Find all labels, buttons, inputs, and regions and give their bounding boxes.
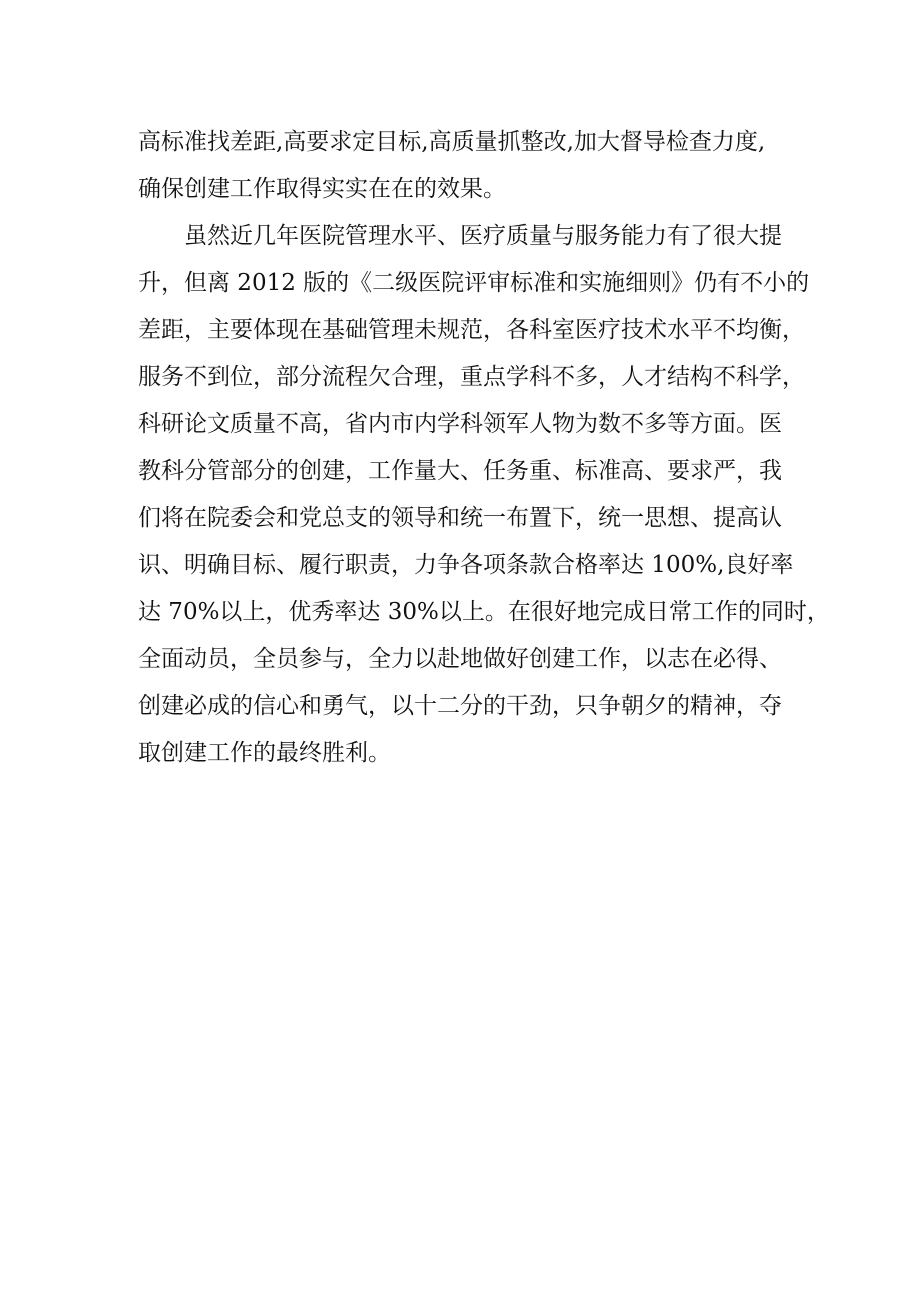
paragraph-2-line-9: 达 70%以上，优秀率达 30%以上。在很好地完成日常工作的同时， bbox=[138, 599, 830, 625]
paragraph-2-line-6: 教科分管部分的创建，工作量大、任务重、标准高、要求严，我 bbox=[138, 458, 782, 484]
paragraph-2-line-8: 识、明确目标、履行职责，力争各项条款合格率达 100%,良好率 bbox=[138, 552, 794, 578]
paragraph-2-line-12: 取创建工作的最终胜利。 bbox=[138, 740, 391, 766]
paragraph-2-line-3: 差距，主要体现在基础管理未规范，各科室医疗技术水平不均衡， bbox=[138, 317, 805, 343]
paragraph-2-line-10: 全面动员，全员参与，全力以赴地做好创建工作，以志在必得、 bbox=[138, 646, 782, 672]
paragraph-1-line-2: 确保创建工作取得实实在在的效果。 bbox=[138, 176, 506, 202]
paragraph-2-line-11: 创建必成的信心和勇气，以十二分的干劲，只争朝夕的精神，夺 bbox=[138, 693, 782, 719]
paragraph-2-line-4: 服务不到位，部分流程欠合理，重点学科不多，人才结构不科学， bbox=[138, 364, 805, 390]
paragraph-2-line-1: 虽然近几年医院管理水平、医疗质量与服务能力有了很大提 bbox=[184, 223, 782, 249]
paragraph-2-line-2: 升，但离 2012 版的《二级医院评审标准和实施细则》仍有不小的 bbox=[138, 270, 810, 296]
paragraph-2-line-7: 们将在院委会和党总支的领导和统一布置下，统一思想、提高认 bbox=[138, 505, 782, 531]
paragraph-2-line-5: 科研论文质量不高，省内市内学科领军人物为数不多等方面。医 bbox=[138, 411, 782, 437]
paragraph-1-line-1: 高标准找差距,高要求定目标,高质量抓整改,加大督导检查力度, bbox=[138, 129, 766, 155]
